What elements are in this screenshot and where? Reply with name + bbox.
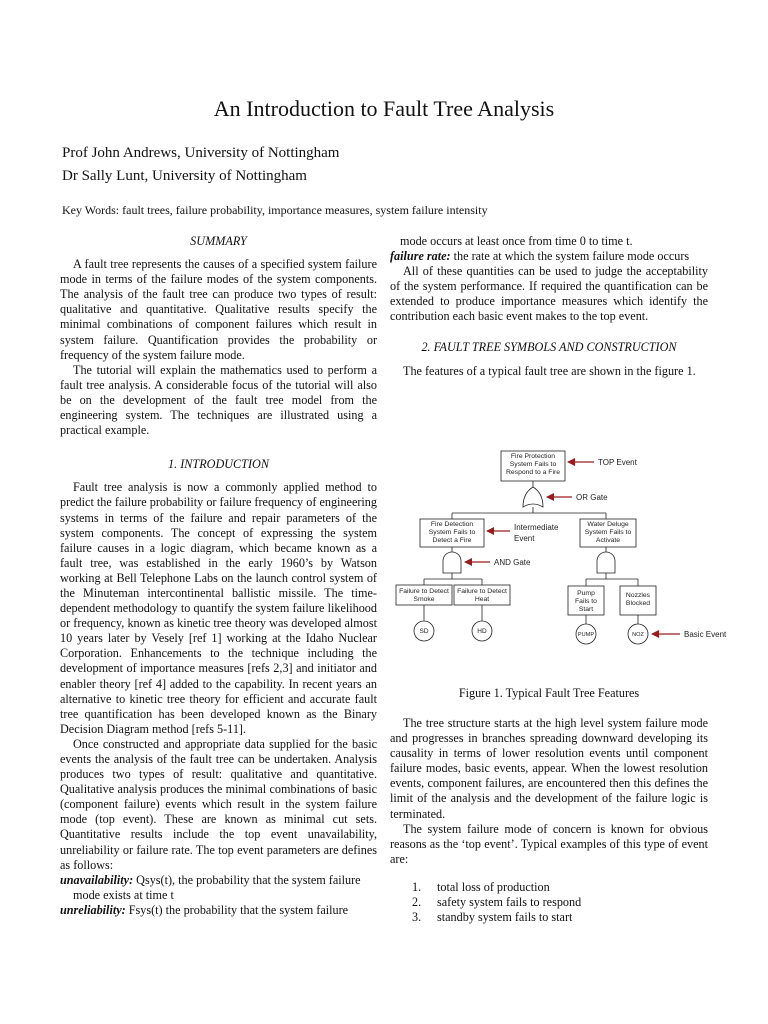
introduction-heading: 1. INTRODUCTION [168, 457, 269, 472]
intermediate-right-text: Water Deluge [587, 521, 629, 528]
definition-failure-rate [390, 249, 708, 264]
keywords: Key Words: fault trees, failure probability, importance measures, system failure intensity [62, 203, 488, 217]
list-item [412, 880, 708, 895]
nozzles-event-text: Blocked [625, 600, 651, 607]
top-event-examples [412, 880, 708, 925]
summary-heading: SUMMARY [190, 234, 247, 248]
author-2: Dr Sally Lunt, University of Nottingham [62, 168, 307, 184]
smoke-event-text: Failure to Detect [399, 588, 449, 595]
definition-unreliability-start [60, 903, 377, 918]
intermediate-event-label: Event [514, 534, 535, 543]
definition-term: failure rate: [390, 249, 451, 264]
list-number: 2. [412, 894, 422, 909]
top-event-text: Fire Protection [510, 453, 556, 460]
list-item [412, 895, 708, 910]
smoke-event-text: Smoke [413, 596, 435, 603]
intermediate-left-text: Detect a Fire [432, 537, 472, 544]
figure-caption: Figure 1. Typical Fault Tree Features [458, 686, 640, 700]
intermediate-left-text: System Fails to [428, 529, 476, 536]
definition-term: unavailability: [60, 872, 134, 887]
symbols-heading: 2. FAULT TREE SYMBOLS AND CONSTRUCTION [421, 339, 677, 354]
symbols-paragraph: The tree structure starts at the high level system failure mode and progresses in branches spreading downward developing its causality in terms of lower resolution events until component failure modes, basic events, appear. When the lowest resolution events, component failures, are encountered then this defines the limit of the analysis and the development of the failure logic is terminated. [390, 716, 708, 821]
top-event-label: TOP Event [598, 458, 637, 467]
pump-event-text: Fails to [575, 598, 597, 605]
basic-event-label: HD [477, 628, 487, 635]
fault-tree-figure [390, 445, 730, 660]
right-column [390, 234, 708, 379]
intro-closing-paragraph: All of these quantities can be used to judge the acceptability of the system performance. If required the quantification can be extended to produce importance measures which identify the contribution each basic event makes to the top event. [390, 264, 708, 324]
definition-unavailability [60, 873, 377, 903]
basic-event-label: PUMP [577, 632, 595, 638]
definition-term: unreliability: [60, 902, 126, 917]
left-column [60, 234, 377, 918]
or-gate-label: OR Gate [576, 493, 608, 502]
intro-paragraph: Once constructed and appropriate data supplied for the basic events the analysis of the fault tree can be undertaken. Analysis produces two types of result: qualitative and quantitative. Qualitative analysis produces the minimal combinations of basic (component failure) events which result in the system failure mode (top event). These are known as minimal cut sets. Quantitative results include the top event unavailability, unreliability or failure rate. The top event parameters are defines as follows: [60, 736, 377, 872]
definition-text-continued: mode occurs at least once from time 0 to time t. [400, 234, 633, 248]
list-text: total loss of production [437, 879, 550, 894]
basic-event-label: SD [419, 628, 429, 635]
list-number: 1. [412, 879, 422, 894]
heat-event-text: Heat [474, 596, 490, 603]
intro-paragraph: Fault tree analysis is now a commonly applied method to predict the failure probability or failure frequency of engineering systems in terms of the failure and repair parameters of the system components. The concept of expressing the system failure causes in a logic diagram, which became known as a fault tree, was established in the early 1960’s by Watson working at Bell Telephone Labs on the launch control system of the Minuteman intercontinental ballistic missile. The time-dependent methodology to quantify the system failure likelihood or frequency, known as kinetic tree theory was developed almost 10 years later by Vesely [ref 1] working at the Idaho Nuclear Corporation. Enhancements to the technique including the development of importance measures [refs 2,3] and initiator and enabler theory [ref 4] added to the capability. In recent years an alternative to kinetic tree theory for efficient and accurate fault tree quantification has been developed known as the Binary Decision Diagram method [refs 5-11]. [60, 480, 377, 736]
nozzles-event-text: Nozzles [625, 592, 651, 599]
list-number: 3. [412, 909, 422, 924]
right-column-lower [390, 716, 708, 925]
pump-event-text: Pump [577, 590, 595, 597]
basic-event-caption: Basic Event [684, 630, 727, 639]
and-gate-symbol [443, 552, 461, 573]
intermediate-right-text: Activate [595, 537, 621, 544]
list-text: standby system fails to start [437, 909, 573, 924]
intermediate-event-label: Intermediate [514, 523, 559, 532]
intermediate-right-text: System Fails to [584, 529, 632, 536]
summary-paragraph: The tutorial will explain the mathematics used to perform a fault tree analysis. A considerable focus of the tutorial will also be on the development of the fault tree model from the engineering system. The techniques are illustrated using a practical example. [60, 362, 377, 438]
definition-unreliability-continued [390, 234, 708, 249]
top-event-text: Respond to a Fire [505, 469, 561, 476]
and-gate-symbol [597, 552, 615, 573]
definition-text: Qsys(t), the probability that the system failure mode exists at time t [73, 872, 361, 902]
basic-event-label: NOZ [632, 632, 644, 638]
author-1: Prof John Andrews, University of Nottingham [62, 145, 340, 161]
definition-text: the rate at which the system failure mode occurs [450, 249, 690, 264]
heat-event-text: Failure to Detect [457, 588, 507, 595]
and-gate-label: AND Gate [494, 558, 531, 567]
symbols-paragraph: The system failure mode of concern is known for obvious reasons as the ‘top event’. Typical examples of this type of event are: [390, 821, 708, 866]
intermediate-left-text: Fire Detection [430, 521, 474, 528]
symbols-intro: The features of a typical fault tree are shown in the figure 1. [403, 363, 696, 378]
pump-event-text: Start [578, 606, 594, 613]
paper-title: An Introduction to Fault Tree Analysis [213, 96, 555, 121]
list-item [412, 910, 708, 925]
list-text: safety system fails to respond [437, 894, 582, 909]
or-gate-symbol [523, 487, 543, 507]
summary-paragraph: A fault tree represents the causes of a specified system failure mode in terms of the failure modes of the system components. The analysis of the fault tree can produce two types of result: qualitative and quantitative. Qualitative results specify the minimal combinations of component failures which result in system failure. Quantification provides the probability or frequency of the system failure mode. [60, 257, 377, 362]
definition-text: Fsys(t) the probability that the system failure [125, 902, 349, 917]
top-event-text: System Fails to [509, 461, 557, 468]
